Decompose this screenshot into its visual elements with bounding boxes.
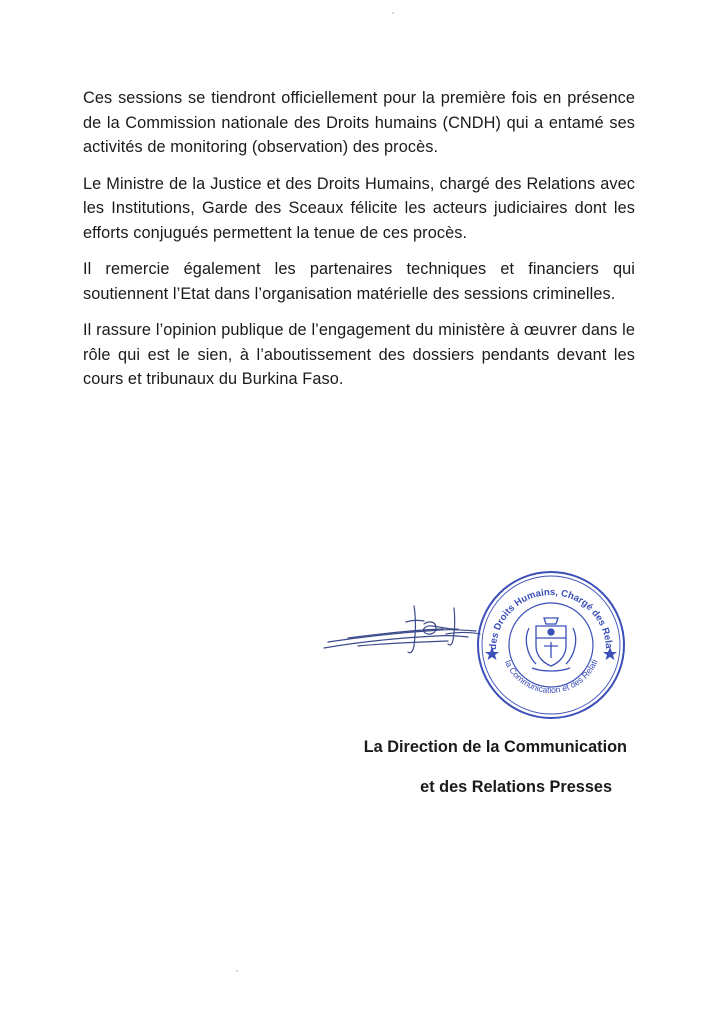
signature-drawing	[318, 596, 498, 666]
seal-star-right	[603, 647, 617, 660]
scan-speck	[236, 970, 238, 972]
scan-speck	[392, 12, 394, 14]
signature	[318, 596, 498, 666]
seal-drawing	[474, 568, 628, 722]
paragraph-4: Il rassure l’opinion publique de l’engagement du ministère à œuvrer dans le rôle qui est le sien, à l’aboutissement des dossiers pendants devant les cours et tribunaux du Burkina Faso.	[83, 321, 635, 388]
official-seal	[474, 568, 628, 722]
paragraph-2: Le Ministre de la Justice et des Droits Humains, chargé des Relations avec les Institutions, Garde des Sceaux félicite les acteurs judiciaires dont les efforts conjugués permettent la tenue de ces procès.	[83, 174, 635, 242]
paragraph-3: Il remercie également les partenaires techniques et financiers qui soutiennent l’Etat dans l’organisation matérielle des sessions criminelles.	[83, 260, 635, 303]
seal-outer-text: des Droits Humains, Chargé des Rela	[487, 586, 615, 650]
footer-line-1: La Direction de la Communication	[363, 738, 627, 756]
seal-inner-text: la Communication et des Relati	[502, 657, 600, 695]
signature-strokes	[324, 606, 480, 653]
body-text	[83, 86, 635, 404]
footer-line-2: et des Relations Presses	[420, 778, 612, 796]
coat-of-arms-icon	[526, 618, 575, 671]
paragraph-1: Ces sessions se tiendront officiellement pour la première fois en présence de la Commission nationale des Droits humains (CNDH) qui a entamé ses activités de monitoring (observation) des procès.	[83, 89, 635, 156]
